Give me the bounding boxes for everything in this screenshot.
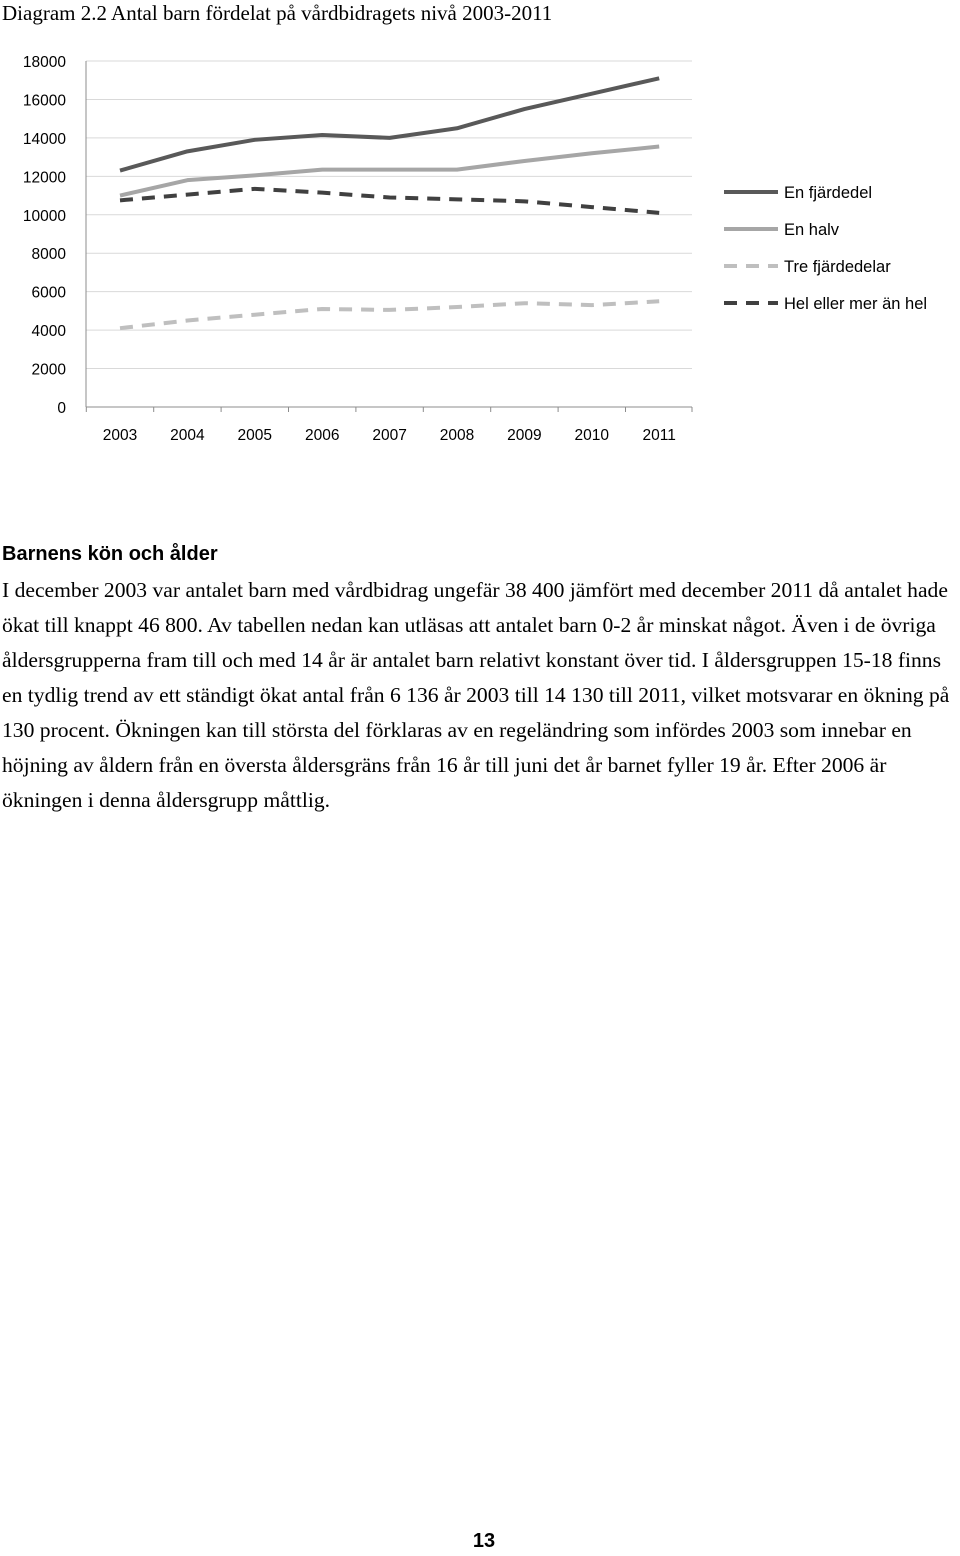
diagram-title: Diagram 2.2 Antal barn fördelat på vårdbidragets nivå 2003-2011 bbox=[2, 1, 553, 25]
series-line-2 bbox=[120, 147, 659, 196]
y-tick-label: 4000 bbox=[31, 323, 66, 341]
y-tick-label: 14000 bbox=[22, 130, 66, 148]
x-tick-label: 2009 bbox=[507, 427, 542, 444]
y-tick-label: 8000 bbox=[31, 246, 66, 264]
chart-svg bbox=[0, 40, 960, 460]
x-tick-label: 2010 bbox=[574, 427, 610, 444]
y-tick-label: 6000 bbox=[31, 284, 66, 302]
y-tick-label: 2000 bbox=[31, 361, 66, 379]
y-tick-label: 18000 bbox=[22, 54, 66, 71]
legend-label: Hel eller mer än hel bbox=[784, 295, 928, 313]
legend-label: Tre fjärdedelar bbox=[784, 258, 891, 276]
x-tick-label: 2006 bbox=[304, 427, 340, 444]
x-tick-label: 2005 bbox=[237, 427, 273, 444]
y-tick-label: 16000 bbox=[22, 92, 66, 110]
page-number: 13 bbox=[472, 1530, 496, 1552]
x-tick-label: 2004 bbox=[170, 427, 205, 444]
y-tick-label: 0 bbox=[57, 400, 66, 417]
y-tick-label: 10000 bbox=[22, 207, 66, 225]
legend-label: En fjärdedel bbox=[784, 184, 873, 202]
x-tick-label: 2007 bbox=[372, 427, 407, 444]
section-heading: Barnens kön och ålder bbox=[2, 543, 218, 565]
x-tick-label: 2011 bbox=[642, 427, 676, 444]
body-paragraph: I december 2003 var antalet barn med vårdbidrag ungefär 38 400 jämfört med december 2011 då antalet hade ökat till knappt 46 800. Av tabellen nedan kan utläsas att antalet barn 0-2 år minskat något. Även i de övriga åldersgrupperna fram till och med 14 år är antalet barn relativt konstant över tid. I åldersgruppen 15-18 finns en tydlig trend av ett ständigt ökat antal från 6 136 år 2003 till 14 130 till 2011, vilket motsvarar en ökning på 130 procent. Ökningen kan till största del förklaras av en regeländring som infördes 2003 som innebar en höjning av åldern från en översta åldersgräns från 16 år till juni det år barnet fyller 19 år. Efter 2006 är ökningen i denna åldersgrupp måttlig. bbox=[2, 578, 950, 812]
x-tick-label: 2003 bbox=[102, 427, 138, 444]
series-line-3 bbox=[120, 301, 659, 328]
x-tick-label: 2008 bbox=[439, 427, 475, 444]
y-tick-label: 12000 bbox=[22, 169, 66, 187]
line-chart bbox=[0, 40, 960, 460]
legend-label: En halv bbox=[784, 221, 840, 239]
series-line-4 bbox=[120, 189, 659, 213]
